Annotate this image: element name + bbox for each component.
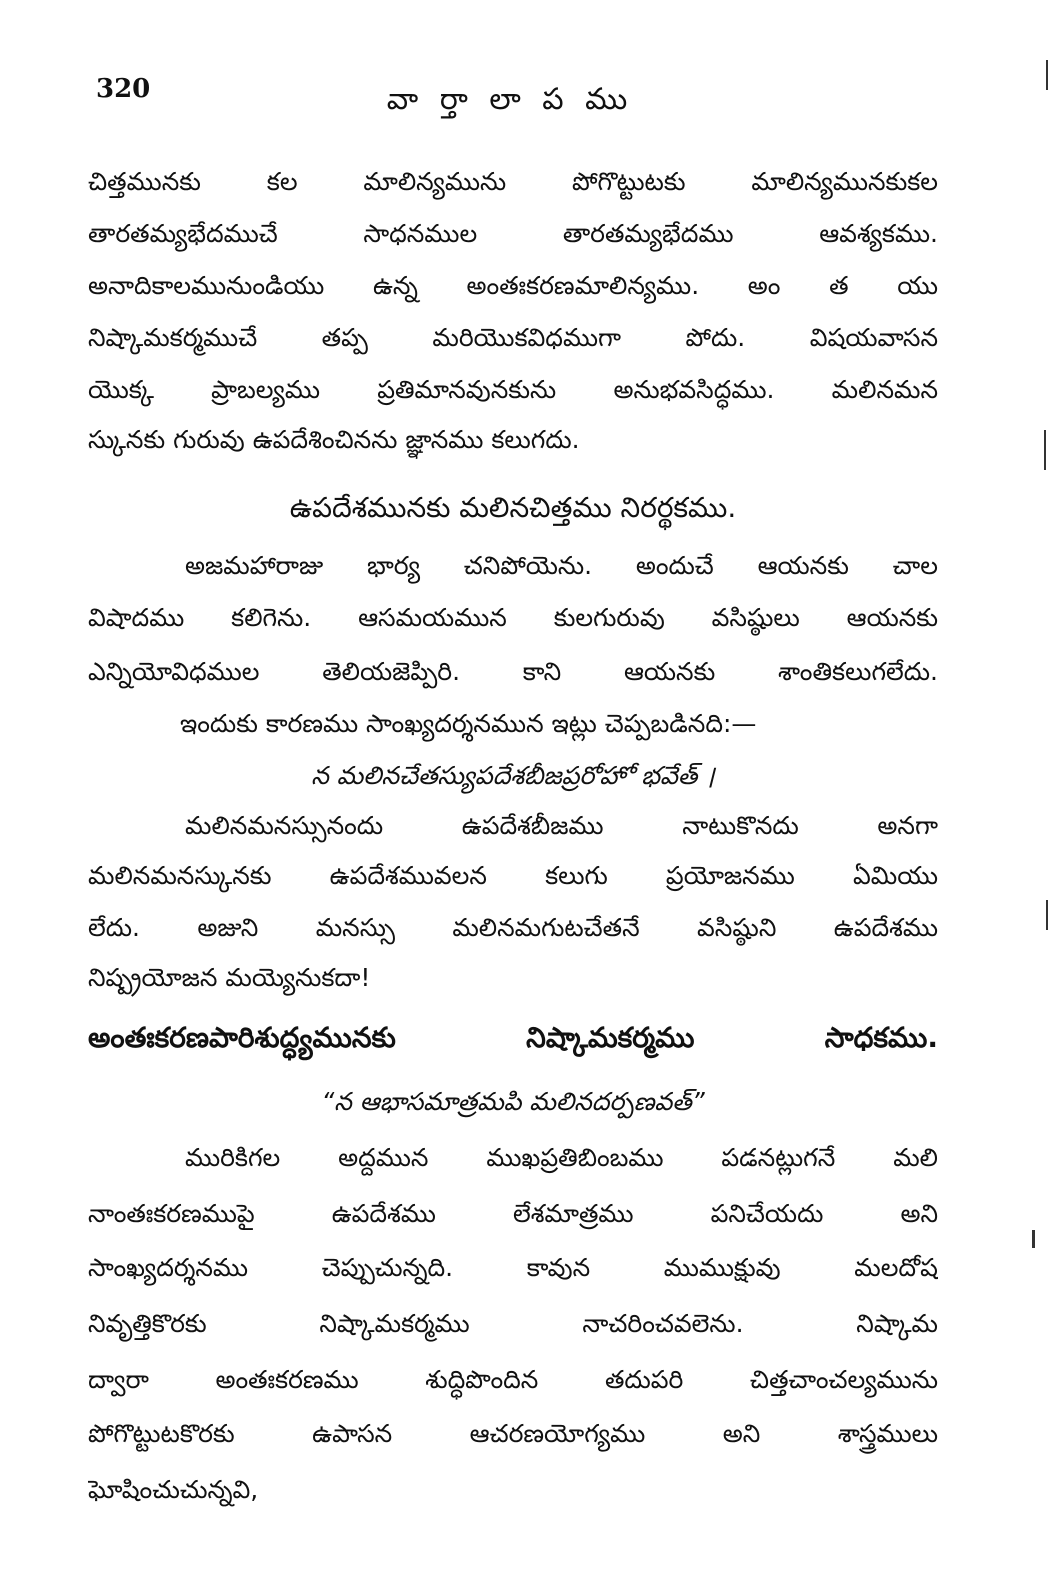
text-line: విషాదము కలిగెను. ఆసమయమున కులగురువు వసిష్ఠులు ఆయనకు [88, 603, 938, 632]
scan-margin-mark [1032, 1230, 1035, 1248]
text-line: అనాదికాలమునుండియు ఉన్న అంతఃకరణమాలిన్యము. అం త యు [88, 271, 938, 300]
text-line: నిష్ప్రయోజన మయ్యెనుకదా! [88, 963, 371, 992]
section-heading: అంతఃకరణపారిశుద్ధ్యమునకు నిష్కామకర్మము సాధకము. [88, 1021, 938, 1054]
text-line: స్కునకు గురువు ఉపదేశించినను జ్ఞానము కలుగదు. [88, 425, 580, 454]
text-line: సాంఖ్యదర్శనము చెప్పుచున్నది. కావున ముముక్షువు మలదోష [88, 1253, 938, 1282]
text-line: నాంతఃకరణముపై ఉపదేశము లేశమాత్రము పనిచేయదు అని [88, 1199, 938, 1228]
scan-margin-mark [1046, 60, 1048, 90]
text-line: యొక్క ప్రాబల్యము ప్రతిమానవునకును అనుభవసిద్ధము. మలినమన [88, 375, 938, 404]
text-line: తారతమ్యభేదముచే సాధనముల తారతమ్యభేదము ఆవశ్యకము. [88, 219, 938, 248]
section-heading: ఉపదేశమునకు మలినచిత్తము నిరర్థకము. [289, 491, 737, 524]
text-line: పోగొట్టుటకొరకు ఉపాసన ఆచరణయోగ్యము అని శాస్త్రములు [88, 1419, 938, 1448]
text-line: మురికిగల అద్దమున ముఖప్రతిబింబము పడనట్లుగనే మలి [185, 1143, 938, 1172]
verse-line: న మలినచేతస్యుపదేశబీజప్రరోహో భవేత్ । [311, 761, 715, 790]
text-line: నివృత్తికొరకు నిష్కామకర్మము నాచరించవలెను. నిష్కామ [88, 1309, 938, 1338]
text-line: ఘోషించుచున్నవి, [88, 1475, 259, 1504]
text-line: చిత్తమునకు కల మాలిన్యమును పోగొట్టుటకు మాలిన్యమునకుకల [88, 167, 938, 196]
scan-margin-mark [1044, 430, 1046, 470]
text-line: ద్వారా అంతఃకరణము శుద్ధిపొందిన తదుపరి చిత్తచాంచల్యమును [88, 1365, 938, 1394]
text-line: అజమహారాజు భార్య చనిపోయెను. అందుచే ఆయనకు చాల [185, 551, 938, 580]
text-line: లేదు. అజుని మనస్సు మలినమగుటచేతనే వసిష్ఠుని ఉపదేశము [88, 913, 938, 942]
page-number: 320 [96, 74, 151, 104]
scan-margin-mark [1046, 900, 1048, 930]
running-head: వా ర్తా లా ప ము [386, 82, 634, 117]
text-line: ఇందుకు కారణము సాంఖ్యదర్శనమున ఇట్లు చెప్పబడినది:— [180, 709, 757, 738]
text-line: నిష్కామకర్మముచే తప్ప మరియొకవిధముగా పోదు. విషయవాసన [88, 323, 938, 352]
text-line: ఎన్నియోవిధముల తెలియజెప్పిరి. కాని ఆయనకు శాంతికలుగలేదు. [88, 657, 938, 686]
text-line: మలినమనస్కునకు ఉపదేశమువలన కలుగు ప్రయోజనము ఏమియు [88, 861, 938, 890]
text-line: మలినమనస్సునందు ఉపదేశబీజము నాటుకొనదు అనగా [185, 811, 938, 840]
verse-line: “న ఆభాసమాత్రమపి మలినదర్పణవత్” [321, 1087, 705, 1116]
